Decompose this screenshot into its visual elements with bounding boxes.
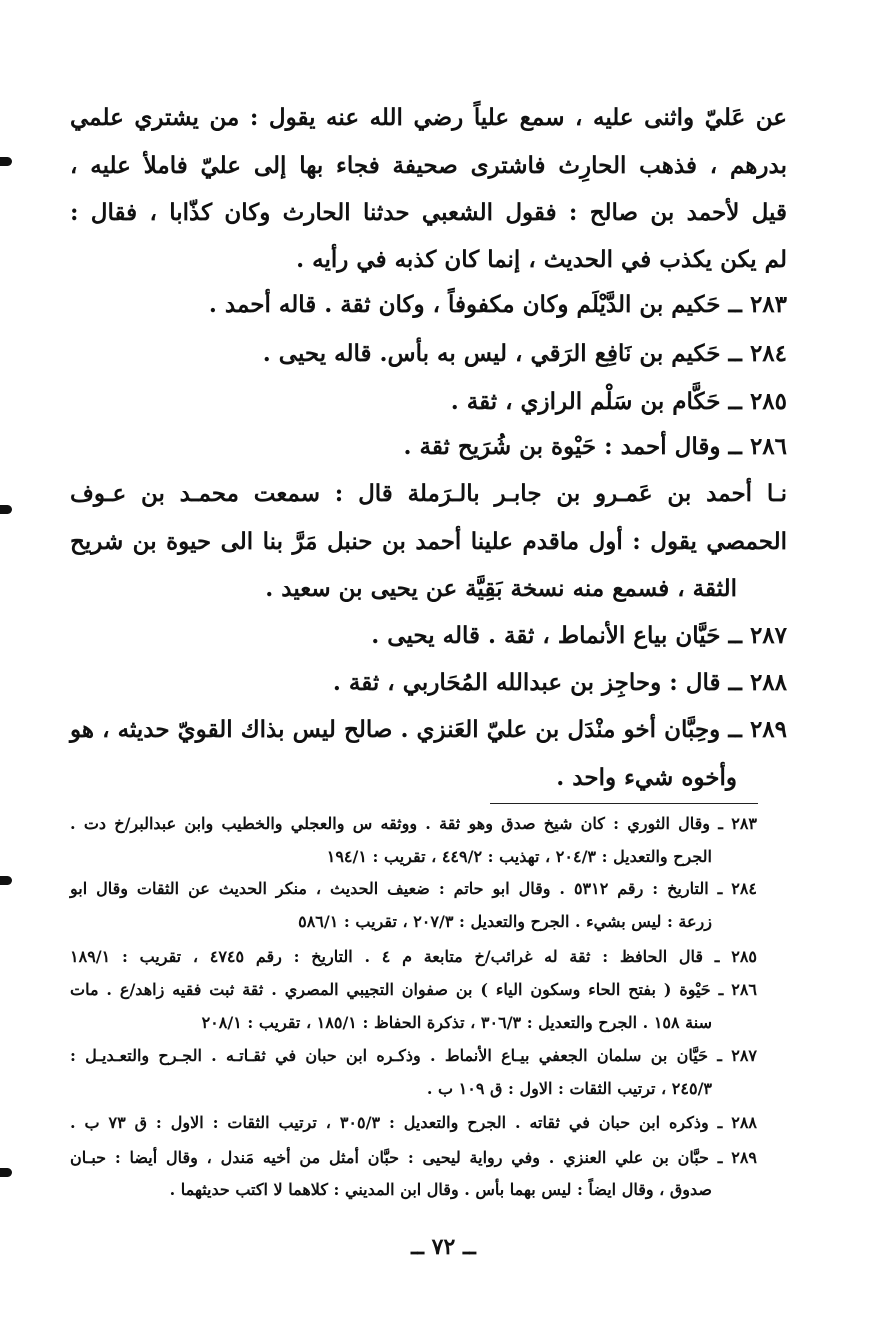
footnote-line: ٢٤٥/٣ ، ترتيب الثقات : الاول : ق ١٠٩ ب . bbox=[426, 1079, 712, 1098]
footnote-line: ٢٨٦ ـ حَيْوة ( بفتح الحاء وسكون الياء ) بن صفوان التجيبي المصري . ثقة ثبت فقيه زاهد/ع . مات bbox=[70, 980, 757, 999]
text-line: ٢٨٣ ــ حَكيم بن الدَّيْلَم وكان مكفوفاً ، وكان ثقة . قاله أحمد . bbox=[208, 291, 787, 318]
footnote-line: ٢٨٨ ـ وذكره ابن حبان في ثقاته . الجرح والتعديل : ٣٠٥/٣ ، ترتيب الثقات : الاول : ق ٧٣ ب . bbox=[70, 1113, 758, 1132]
text-line: قيل لأحمد بن صالح : فقول الشعبي حدثنا الحارث وكان كذّابا ، فقال : bbox=[70, 199, 787, 226]
text-line: ٢٨٦ ــ وقال أحمد : حَيْوة بن شُرَيح ثقة . bbox=[403, 433, 787, 460]
text-line: الثقة ، فسمع منه نسخة بَقِيَّة عن يحيى بن سعيد . bbox=[265, 575, 737, 602]
footnote-line: ٢٨٣ ـ وقال الثوري : كان شيخ صدق وهو ثقة . ووثقه س والعجلي والخطيب وابن عبدالبر/خ دت . bbox=[70, 814, 757, 833]
text-line: لم يكن يكذب في الحديث ، إنما كان كذبه في رأيه . bbox=[296, 246, 787, 273]
text-line: عن عَليّ واثنى عليه ، سمع علياً رضي الله عنه يقول : من يشتري علمي bbox=[70, 104, 787, 131]
text-line: ٢٨٧ ــ حَيَّان بياع الأنماط ، ثقة . قاله يحيى . bbox=[371, 622, 787, 649]
text-line: ٢٨٨ ــ قال : وحاجِز بن عبدالله المُحَاربي ، ثقة . bbox=[332, 669, 787, 696]
text-line: ٢٨٩ ــ وحِبَّان أخو منْدَل بن عليّ العَنزي . صالح ليس بذاك القويّ حديثه ، هو bbox=[70, 716, 787, 743]
text-line: وأخوه شيء واحد . bbox=[556, 764, 737, 791]
footnote-line: ٢٨٥ ـ قال الحافظ : ثقة له غرائب/خ متابعة م ٤ . التاريخ : رقم ٤٧٤٥ ، تقريب : ١٨٩/١ bbox=[70, 947, 757, 966]
footnote-line: صدوق ، وقال ايضاً : ليس بهما بأس . وقال ابن المديني : كلاهما لا اكتب حديثهما . bbox=[169, 1180, 712, 1199]
text-line: ٢٨٤ ــ حَكيم بن نَافِع الرَقي ، ليس به بأس. قاله يحيى . bbox=[262, 340, 787, 367]
footnote-line: الجرح والتعديل : ٢٠٤/٣ ، تهذيب : ٤٤٩/٢ ، تقريب : ١٩٤/١ bbox=[326, 847, 712, 866]
footnote-line: سنة ١٥٨ . الجرح والتعديل : ٣٠٦/٣ ، تذكرة الحفاظ : ١٨٥/١ ، تقريب : ٢٠٨/١ bbox=[201, 1013, 712, 1032]
footnote-separator bbox=[490, 803, 758, 804]
footnote-line: ٢٨٩ ـ حبَّان بن علي العنزي . وفي رواية ليحيى : حبَّان أمثل من أخيه مَندل ، وقال أيضا : حبـان bbox=[70, 1148, 757, 1167]
footnote-line: ٢٨٧ ـ حَيَّان بن سلمان الجعفي بيـاع الأنماط . وذكـره ابن حبان في ثقـاتـه . الجـرح والتعـديـل : bbox=[70, 1046, 757, 1065]
text-line: نـا أحمد بن عَمـرو بن جابـر بالـرَملة قال : سمعت محمـد بن عـوف bbox=[70, 480, 787, 507]
text-line: ٢٨٥ ــ حَكَّام بن سَلْم الرازي ، ثقة . bbox=[450, 388, 787, 415]
footnote-line: ٢٨٤ ـ التاريخ : رقم ٥٣١٢ . وقال ابو حاتم : ضعيف الحديث ، منكر الحديث عن الثقات وقال ابو bbox=[70, 879, 758, 898]
binding-mark bbox=[0, 157, 12, 166]
footnote-line: زرعة : ليس بشيء . الجرح والتعديل : ٢٠٧/٣ ، تقريب : ٥٨٦/١ bbox=[298, 912, 712, 931]
page-number: ــ ٧٢ ــ bbox=[411, 1234, 476, 1260]
binding-mark bbox=[0, 505, 12, 514]
text-line: الحمصي يقول : أول ماقدم علينا أحمد بن حنبل مَرَّ بنا الى حيوة بن شريح bbox=[70, 528, 787, 555]
text-line: بدرهم ، فذهب الحارِث فاشترى صحيفة فجاء بها إلى عليّ فاملأ عليه ، bbox=[70, 152, 787, 179]
binding-mark bbox=[0, 876, 12, 885]
binding-mark bbox=[0, 1168, 12, 1177]
